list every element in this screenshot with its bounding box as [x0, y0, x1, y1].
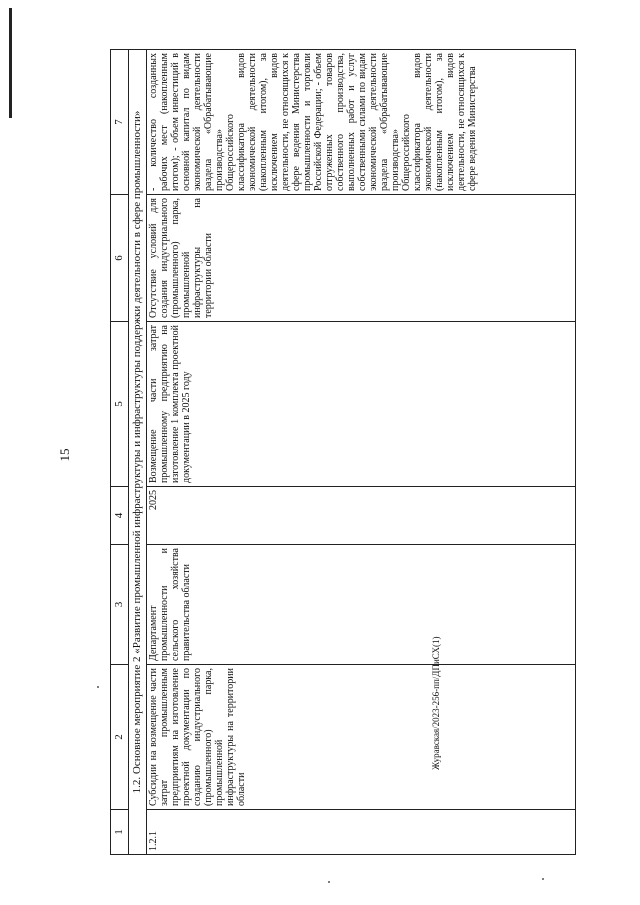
expected-result: Возмещение части затрат промышленному предприятию на изготовление 1 комплекта проектной документации в 2025 году	[147, 322, 576, 487]
executor: Департамент промышленности и сельского хозяйства правительства области	[147, 545, 576, 665]
col-header-5: 5	[111, 322, 129, 487]
scan-speck	[542, 878, 544, 880]
col-header-2: 2	[111, 665, 129, 810]
measures-table	[110, 49, 576, 855]
col-header-1: 1	[111, 810, 129, 855]
document-footer: Журавская/2023-256-пп/ДПиСХ(1)	[431, 636, 441, 770]
col-header-4: 4	[111, 487, 129, 545]
row-number: 1.2.1	[147, 810, 576, 855]
header-row	[111, 50, 129, 855]
col-header-6: 6	[111, 195, 129, 322]
measure-name: Субсидии на возмещение части затрат промышленным предприятиям на изготовление проектной документации по созданию индустриального (промышленного) парка, промышленной инфраструктуры на территории области	[147, 665, 576, 810]
scan-edge-bar	[9, 8, 12, 118]
problem-description: Отсутствие условий для создания индустриального (промышленного) парка, промышленной инфраструктуры на территории области	[147, 195, 576, 322]
page-number: 15	[57, 448, 72, 462]
section-row	[129, 50, 147, 855]
section-title: 1.2. Основное мероприятие 2 «Развитие промышленной инфраструктуры и инфраструктуры поддержки деятельности в сфере промышленности»	[129, 50, 147, 855]
scan-speck	[97, 686, 99, 688]
col-header-3: 3	[111, 545, 129, 665]
implementation-year: 2025	[147, 487, 576, 545]
indicators: - количество созданных рабочих мест (накопленным итогом); - объем инвестиций в основной капитал по видам экономической деятельности раздела «Обрабатывающие производства» Общероссийского классификатора видов экономической деятельности (накопленным итогом), за исключением видов деятельности, не относящихся к сфере ведения Министерства промышленности и торговли Российской Федерации; - объем отгруженных товаров собственного производства, выполненных работ и услуг собственными силами по видам экономической деятельности раздела «Обрабатывающие производства» Общероссийского классификатора видов экономической деятельности (накопленным итогом), за исключением видов деятельности, не относящихся к сфере ведения Министерства	[147, 50, 576, 195]
rotated-table-container	[110, 50, 580, 855]
scan-speck	[328, 881, 330, 883]
col-header-7: 7	[111, 50, 129, 195]
table-row	[147, 50, 576, 855]
